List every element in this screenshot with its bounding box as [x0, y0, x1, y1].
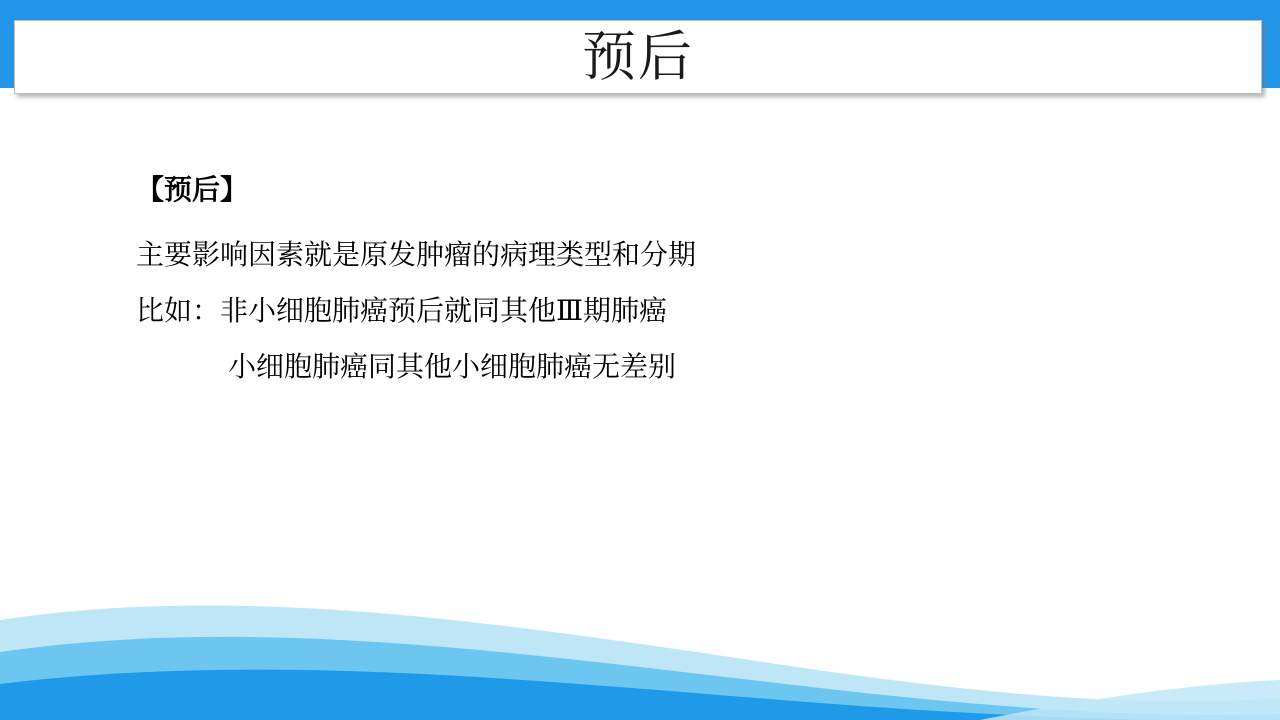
- body-line-3: 小细胞肺癌同其他小细胞肺癌无差别: [228, 350, 677, 383]
- page-title: 预后: [582, 25, 694, 88]
- body-line-2: 比如：非小细胞肺癌预后就同其他Ⅲ期肺癌: [136, 294, 668, 327]
- footer-wave-decoration: [0, 580, 1280, 720]
- slide-body: [136, 173, 1196, 409]
- body-line-heading: 【预后】: [136, 173, 249, 206]
- body-line-1: 主要影响因素就是原发肿瘤的病理类型和分期: [136, 238, 697, 271]
- wave-graphic: [0, 580, 1280, 720]
- slide-title-box: [14, 20, 1262, 94]
